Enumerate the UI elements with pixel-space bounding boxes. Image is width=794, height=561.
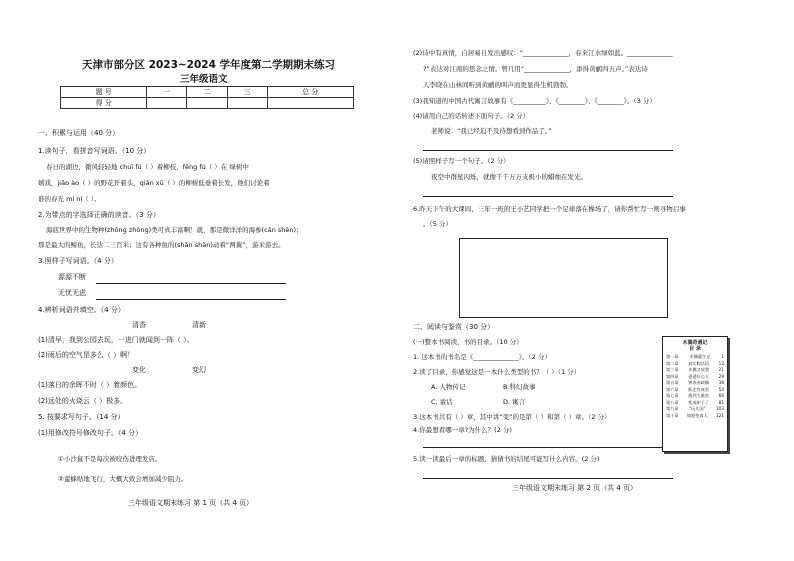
toc-title: 木偶奇遇记 (682, 340, 708, 346)
answer-line[interactable] (423, 478, 673, 479)
toc-chapter: 第六章 (666, 386, 679, 392)
word-option: 变幻 (192, 366, 206, 374)
question-text: 春日的湖边，微风轻轻地 chuī fú（ ）着柳枝，fěng fú（ ）在 绿树中 (46, 163, 249, 171)
question-text: 那是最大的鲸鱼，长达二三百米；这有各种鱼的(shǎn shàn)动着“两翼”，游来游去。 (38, 241, 285, 249)
toc-heading: 爸爸好心人 (688, 373, 710, 379)
toc-page: 1 (721, 354, 724, 359)
question-text: (1)清早，我到公园去玩，一进门就闻到一阵（ ）。 (38, 336, 194, 344)
question-text: ?”表达对江南的思念之情。曾几用“______________，添得黄鹂四五声。”表达诗 (423, 65, 648, 73)
toc-chapter: 第八章 (666, 399, 679, 405)
page-title: 天津市部分区 2023~2024 学年度第二学期期末练习 (82, 59, 336, 71)
choice-option[interactable]: A. 人物传记 (431, 383, 466, 391)
question-5: 5. 按要求写句子。（14 分） (38, 413, 125, 421)
question-text: 2.读了目录，你感觉这是一本什么类型的书？（ ）（1 分） (413, 368, 581, 376)
question-text: 人李晓在山林间听到黄鹂的叫声而更显得生机勃勃。 (423, 81, 573, 89)
question-text: (1)用修改符号修改句子。（4 分） (38, 429, 143, 437)
toc-chapter: 第三章 (666, 367, 679, 372)
table-cell: 二 (187, 87, 227, 98)
question-3: 3.照样子写词语。（4 分） (38, 257, 118, 265)
toc-heading: 变成驴子了 (688, 399, 710, 405)
answer-line[interactable] (96, 283, 286, 284)
writing-box[interactable] (459, 238, 668, 318)
score-table (60, 86, 354, 109)
toc-chapter: 第四章 (666, 373, 679, 379)
answer-line[interactable] (96, 299, 286, 300)
toc-page: 12 (718, 360, 724, 366)
question-text: 3.这本书共有（ ）章，其中讲“变”的是第（ ）和第（ ）章。（2 分） (413, 413, 611, 421)
question-text: 夜空中群星闪烁，就像千千万万支极小的蜡烛在发光。 (431, 173, 587, 181)
question-1: 1.读句子，看拼音写词语。（10 分） (38, 147, 151, 155)
example-word: 无忧无虑 (58, 289, 86, 297)
toc-page: 121 (716, 412, 724, 418)
table-cell: 三 (227, 87, 267, 98)
table-cell[interactable] (147, 98, 187, 109)
toc-page: 66 (718, 393, 724, 398)
choice-option[interactable]: C. 童话 (431, 398, 453, 406)
toc-subtitle: 目 录 (689, 346, 701, 352)
question-6: 6.昨天下午的大课间，三年一班的王小艺同学把一个足球落在操场了，请你帮忙写一则寻物启事 (413, 205, 686, 213)
choice-option[interactable]: B.科幻故事 (503, 383, 536, 391)
toc-page: 54 (718, 386, 724, 392)
toc-chapter: 第七章 (666, 393, 679, 398)
question-text: 谁的春光 mí ní（ ）。 (38, 195, 101, 203)
question-text: 。（5 分） (423, 220, 452, 228)
toc-page: 38 (718, 380, 724, 385)
answer-line[interactable] (423, 150, 673, 151)
word-option: 清新 (192, 321, 206, 329)
table-cell[interactable] (187, 98, 227, 109)
question-text: ②蛮蜂贴地飞行，大概大致会增加减少阻力。 (58, 475, 188, 483)
toc-chapter: 第一章 (666, 354, 679, 359)
table-cell[interactable] (227, 98, 267, 109)
question-text: 4.你最想看哪一章?为什么？(2 分) (413, 426, 512, 434)
question-text: 海底世界中的生物种(zhǒng zhòng)类可真丰富啊！就，那是微洋洋的海参(cān shēn)； (46, 226, 303, 234)
table-cell[interactable] (267, 98, 353, 109)
answer-line[interactable] (423, 196, 673, 197)
toc-heading: 遇到大鲨鱼 (688, 393, 710, 398)
question-text: (5)请照样子写一个句子。（2 分） (413, 157, 510, 165)
section-heading: 一、积累与运用（40 分） (38, 129, 120, 137)
page-footer: 三年级语文期末练习 第 2 页（共 4 页） (512, 484, 638, 492)
toc-page: 29 (718, 373, 724, 379)
question-4: 4.辨析词语并填空。（4 分） (38, 306, 125, 314)
toc-page: 81 (718, 399, 724, 405)
toc-heading: 如愿变真人 (686, 412, 708, 418)
toc-heading: 木偶又成我 (688, 367, 710, 372)
table-row (61, 98, 354, 109)
question-text: (1)落日的余晖不时（ ）着颜色。 (38, 381, 142, 389)
toc-heading: 抓走有真里 (688, 386, 710, 392)
toc-chapter: 第五章 (666, 380, 679, 385)
table-of-contents (662, 336, 728, 452)
question-2: 2.为带点的字选择正确的读音。（3 分） (38, 211, 160, 219)
question-text: ①小沙鼠不是每次被咬伤进理发店。 (58, 455, 162, 463)
answer-line[interactable] (423, 447, 673, 448)
question-text: 1. 这本书的书名是《______________》。（2 分） (413, 353, 551, 361)
table-row (61, 87, 354, 98)
toc-chapter: 第二章 (666, 360, 679, 366)
table-cell: 题 号 (61, 87, 147, 98)
toc-chapter: 第九章 (666, 406, 679, 411)
question-text: (2)远处的火烧云（ ）极多。 (38, 397, 128, 405)
toc-heading: 钟表赤缺偶 (688, 380, 710, 385)
toc-row (663, 413, 727, 420)
table-cell: 总 分 (267, 87, 353, 98)
word-option: 变化 (132, 366, 146, 374)
table-cell: 一 (147, 87, 187, 98)
page-subtitle: 三年级语文 (180, 74, 228, 85)
question-text: (一)整本书阅读，书的目录。（10 分） (413, 338, 523, 346)
choice-option[interactable]: D. 寓言 (503, 398, 526, 406)
toc-heading: “玩儿国” (688, 406, 706, 411)
question-text: (2)雨后的空气是多么（ ）啊！ (38, 351, 135, 359)
question-text: (2)诗中有真情，自居易自发出感叹：“______________，春来江水绿如蓝。______________ (413, 49, 673, 57)
question-text: 嬉戏，jiāo ào（ ）的野花开着头，qiān xū（ ）的柳树低垂着长发，他们讨论着 (38, 179, 270, 187)
example-word: 源源不断 (58, 273, 86, 281)
toc-page: 103 (715, 406, 724, 411)
question-text: 老师说：“我已经迫不及待想看到作品了。” (431, 127, 552, 135)
toc-page: 21 (718, 367, 724, 372)
toc-chapter: 第十章 (666, 412, 679, 418)
question-text: 5.读一读最后一章的标题，猜猜书的结尾可能写什么内容。(2 分) (413, 455, 600, 463)
page-footer: 三年级语文期末练习 第 1 页（共 4 页） (128, 499, 254, 507)
toc-heading: 木偶诞生记 (689, 354, 711, 359)
word-option: 清香 (132, 321, 146, 329)
section-heading: 二、阅读与鉴赏（30 分） (413, 323, 495, 331)
question-text: (4)请用自己的话转述下面句子。（2 分） (413, 112, 530, 120)
table-cell: 得 分 (61, 98, 147, 109)
toc-heading: 真实假话语 (688, 360, 710, 366)
toc-list (663, 354, 727, 419)
question-text: (3)我知道的中国古代寓言故事有《__________》、《________》、《________》。（3 分） (413, 97, 656, 105)
